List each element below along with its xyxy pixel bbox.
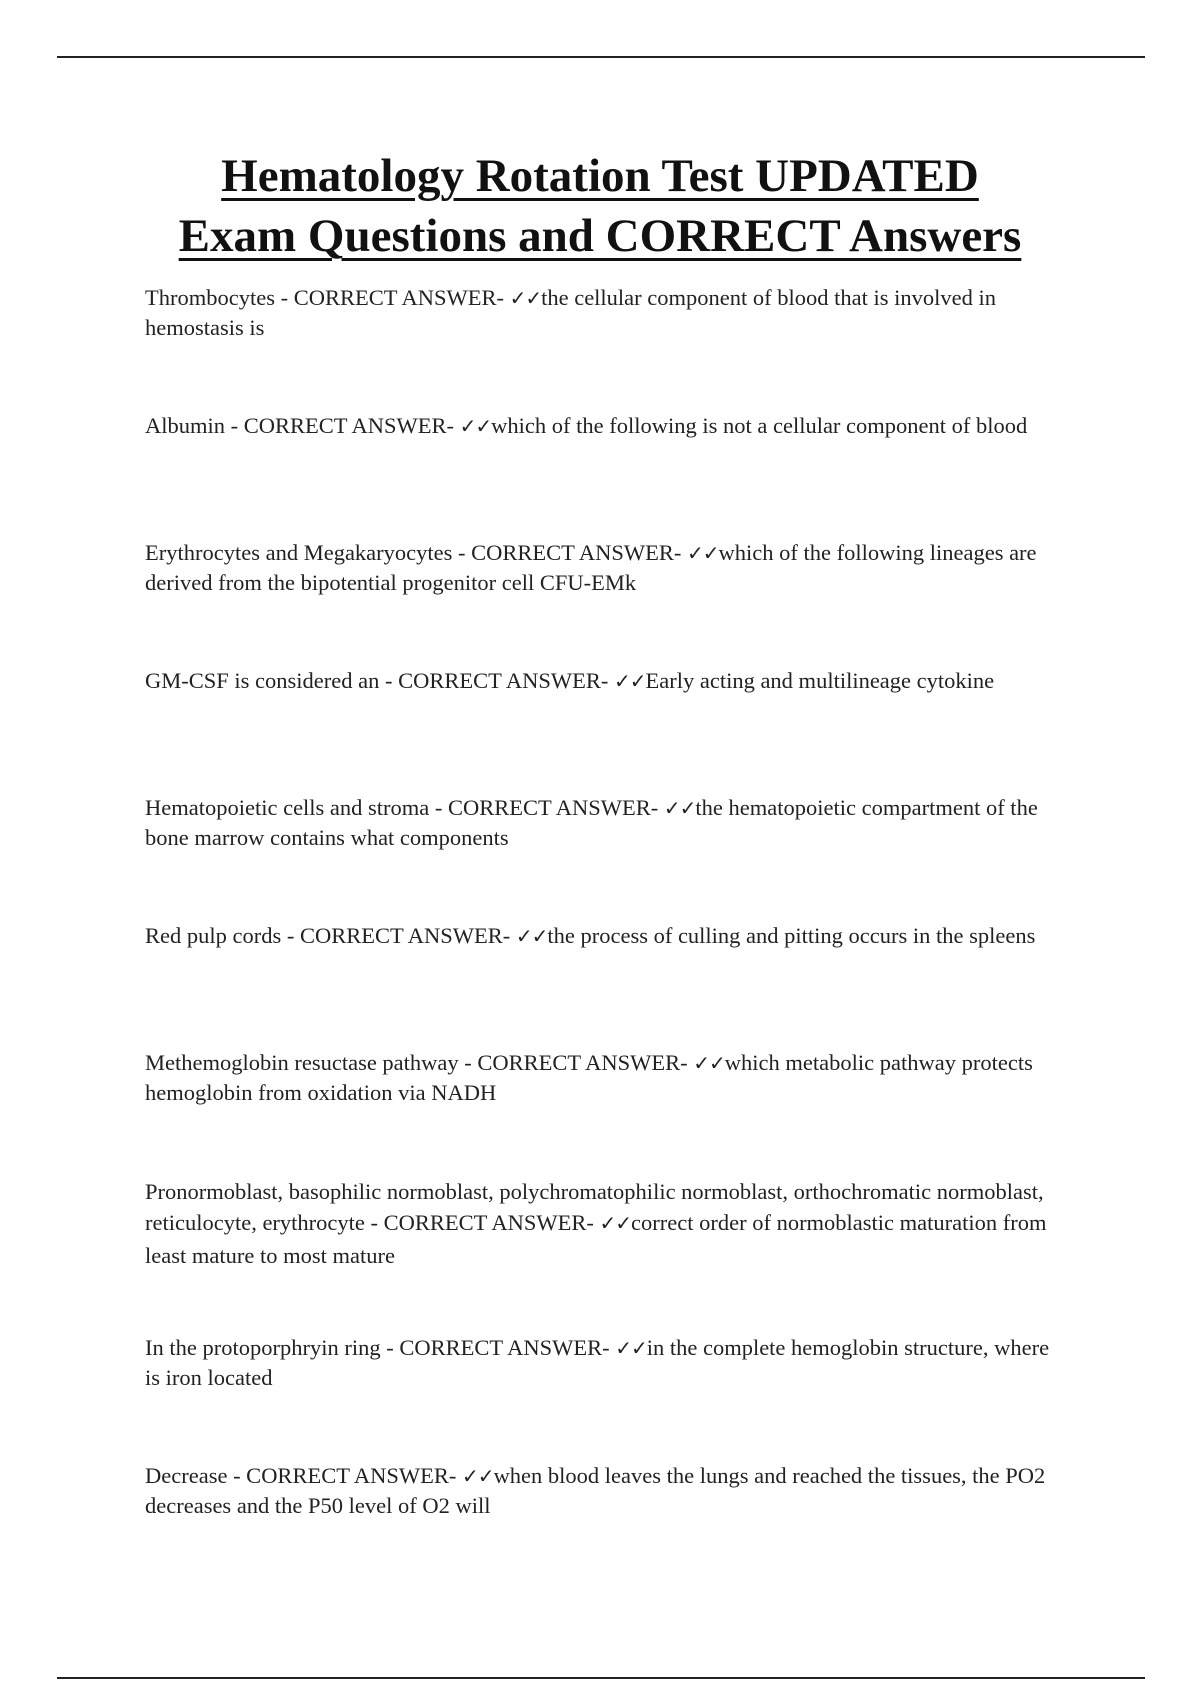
title-line-2: Exam Questions and CORRECT Answers <box>178 210 1022 262</box>
title-line-1: Hematology Rotation Test UPDATED <box>221 150 979 202</box>
correct-answer-separator: - CORRECT ANSWER- <box>458 1050 694 1075</box>
question-text: which metabolic pathway protects hemoglobin from oxidation via NADH <box>145 1050 1033 1105</box>
answer-text: Pronormoblast, basophilic normoblast, polychromatophilic normoblast, orthochromatic normoblast, reticulocyte, erythrocyte <box>145 1178 1044 1235</box>
qa-text <box>145 1333 1065 1393</box>
qa-text <box>145 666 1065 696</box>
correct-answer-separator: - CORRECT ANSWER- <box>225 412 460 438</box>
qa-text <box>145 1461 1065 1521</box>
answer-text: Hematopoietic cells and stroma <box>145 795 430 820</box>
question-text: the process of culling and pitting occurs in the spleens <box>547 922 1036 948</box>
answer-text: Decrease <box>145 1462 228 1488</box>
qa-item <box>145 666 1065 794</box>
qa-item <box>145 1176 1065 1334</box>
double-check-icon: ✓✓ <box>515 923 548 948</box>
double-check-icon: ✓✓ <box>462 1463 494 1488</box>
qa-text <box>145 538 1065 598</box>
correct-answer-separator: - CORRECT ANSWER- <box>379 667 614 693</box>
correct-answer-separator: - CORRECT ANSWER- <box>452 540 687 565</box>
double-check-icon: ✓✓ <box>693 1051 725 1075</box>
correct-answer-separator: - CORRECT ANSWER- <box>227 1462 463 1488</box>
question-text: correct order of normoblastic maturation from least mature to most mature <box>145 1210 1047 1268</box>
double-check-icon: ✓✓ <box>613 668 646 693</box>
qa-text <box>145 283 1065 343</box>
correct-answer-separator: - CORRECT ANSWER- <box>274 285 510 310</box>
double-check-icon: ✓✓ <box>599 1211 632 1235</box>
question-text: when blood leaves the lungs and reached the tissues, the PO2 decreases and the P50 level of O2 will <box>145 1462 1046 1518</box>
qa-item <box>145 538 1065 666</box>
question-text: the hematopoietic compartment of the bone marrow contains what components <box>145 795 1038 850</box>
answer-text: Red pulp cords <box>145 922 282 948</box>
double-check-icon: ✓✓ <box>459 413 492 438</box>
qa-text <box>145 1176 1065 1272</box>
answer-text: In the protoporphryin ring <box>145 1335 381 1360</box>
double-check-icon: ✓✓ <box>509 286 542 310</box>
answer-text: Albumin <box>145 412 226 438</box>
question-text: in the complete hemoglobin structure, where is iron located <box>145 1335 1050 1390</box>
answer-text: Methemoglobin resuctase pathway <box>145 1050 459 1075</box>
double-check-icon: ✓✓ <box>687 541 719 565</box>
top-divider <box>57 56 1145 58</box>
correct-answer-separator: - CORRECT ANSWER- <box>380 1335 616 1360</box>
answer-text: GM-CSF is considered an <box>145 667 380 693</box>
double-check-icon: ✓✓ <box>663 796 696 820</box>
bottom-divider <box>57 1677 1145 1679</box>
qa-item <box>145 1048 1065 1176</box>
correct-answer-separator: - CORRECT ANSWER- <box>429 795 664 820</box>
qa-text <box>145 411 1065 441</box>
question-text: Early acting and multilineage cytokine <box>645 667 995 693</box>
document-title <box>100 146 1100 266</box>
question-text: which of the following is not a cellular component of blood <box>491 412 1028 438</box>
qa-text <box>145 1048 1065 1108</box>
qa-item <box>145 1461 1065 1589</box>
answer-text: Thrombocytes <box>145 285 275 310</box>
correct-answer-separator: - CORRECT ANSWER- <box>281 922 516 948</box>
question-text: the cellular component of blood that is involved in hemostasis is <box>145 285 996 340</box>
qa-item <box>145 283 1065 411</box>
double-check-icon: ✓✓ <box>615 1336 647 1360</box>
correct-answer-separator: - CORRECT ANSWER- <box>364 1210 600 1235</box>
qa-item <box>145 1333 1065 1461</box>
qa-item <box>145 921 1065 1049</box>
answer-text: Erythrocytes and Megakaryocytes <box>145 540 453 565</box>
qa-list <box>145 283 1065 1588</box>
question-text: which of the following lineages are derived from the bipotential progenitor cell CFU-EMk <box>145 540 1037 595</box>
qa-text <box>145 921 1065 951</box>
qa-item <box>145 793 1065 921</box>
qa-text <box>145 793 1065 853</box>
qa-item <box>145 411 1065 539</box>
